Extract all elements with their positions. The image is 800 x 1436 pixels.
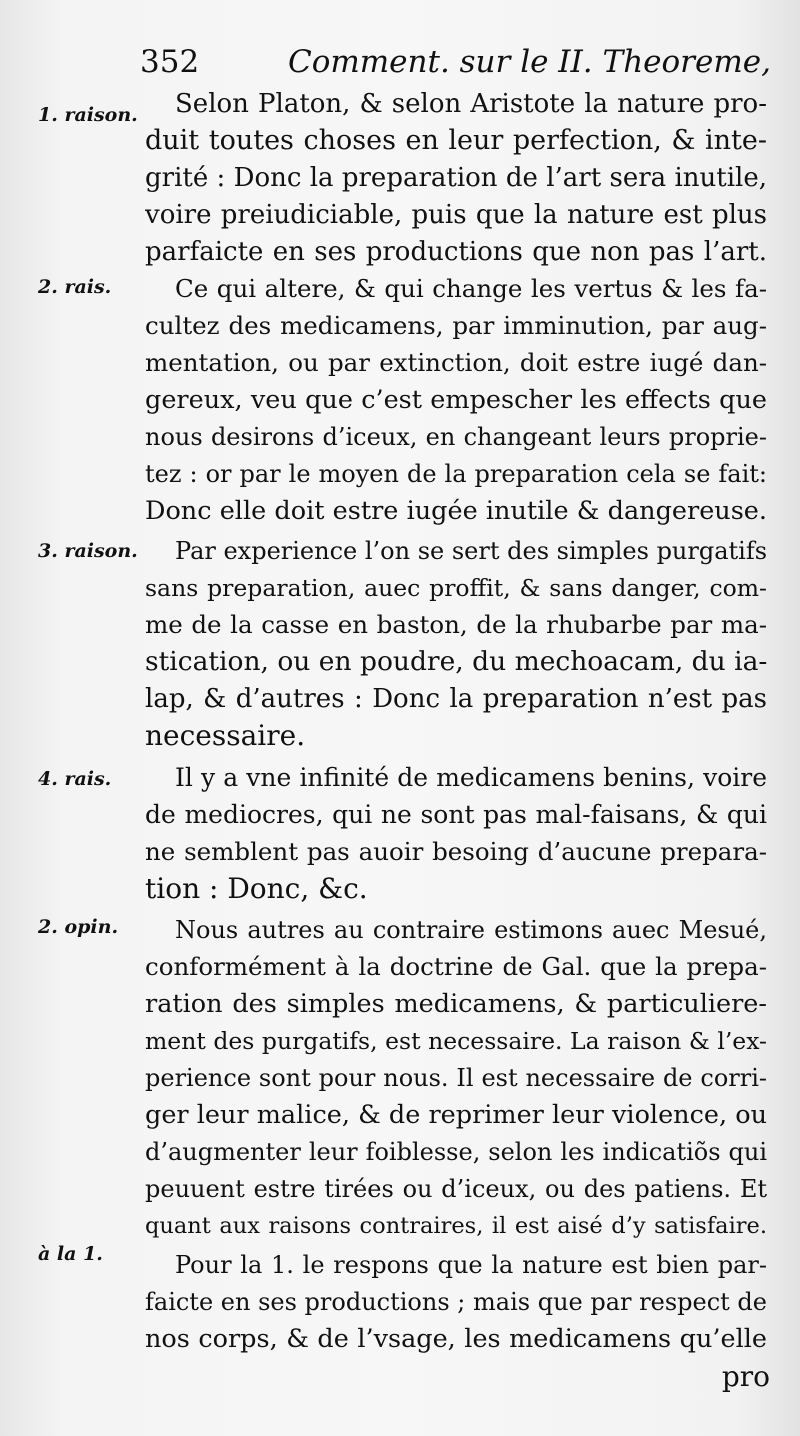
text-line: Nous autres au contraire estimons auec Mesué, — [175, 916, 767, 944]
text-line: ne semblent pas auoir besoing d’aucune prepara- — [145, 837, 767, 866]
text-line: tion : Donc, &c. — [145, 872, 368, 905]
page-number: 352 — [140, 44, 200, 80]
text-line: Selon Platon, & selon Aristote la nature pro- — [175, 89, 767, 119]
text-line: Ce qui altere, & qui change les vertus & les fa- — [175, 274, 767, 303]
text-line: peuuent estre tirées ou d’iceux, ou des patiens. Et — [145, 1175, 767, 1203]
text-line: ger leur malice, & de reprimer leur violence, ou — [145, 1100, 767, 1130]
text-line: lap, & d’autres : Donc la preparation n’est pas — [145, 684, 767, 714]
text-line: ment des purgatifs, est necessaire. La raison & l’ex- — [145, 1027, 767, 1055]
text-line: sans preparation, auec proffit, & sans danger, com- — [145, 574, 767, 602]
text-line: Pour la 1. le respons que la nature est bien par- — [175, 1251, 767, 1279]
text-line: cultez des medicamens, par imminution, par aug- — [145, 311, 767, 340]
text-line: parfaicte en ses productions que non pas l’art. — [145, 237, 767, 267]
text-line: gereux, veu que c’est empescher les effects que — [145, 385, 767, 415]
margin-note: 2. opin. — [38, 916, 119, 938]
text-line: Donc elle doit estre iugée inutile & dangereuse. — [145, 496, 767, 526]
text-line: stication, ou en poudre, du mechoacam, du ia- — [145, 646, 767, 677]
text-line: d’augmenter leur foiblesse, selon les indicatiõs qui — [145, 1138, 767, 1166]
text-line: nos corps, & de l’vsage, les medicamens qu’elle — [145, 1324, 767, 1354]
text-line: voire preiudiciable, puis que la nature est plus — [145, 200, 767, 230]
margin-note: 4. rais. — [38, 768, 112, 790]
text-line: necessaire. — [145, 719, 306, 752]
text-line: Il y a vne infinité de medicamens benins, voire — [175, 763, 767, 792]
margin-note: à la 1. — [38, 1243, 103, 1265]
running-title: Comment. sur le II. Theoreme, — [288, 44, 771, 80]
text-line: mentation, ou par extinction, doit estre iugé dan- — [145, 348, 767, 377]
margin-note: 1. raison. — [38, 104, 138, 126]
text-line: nous desirons d’iceux, en changeant leurs proprie- — [145, 423, 767, 451]
text-line: me de la casse en baston, de la rhubarbe par ma- — [145, 610, 767, 639]
text-line: conformément à la doctrine de Gal. que la prepa- — [145, 952, 767, 981]
text-line: perience sont pour nous. Il est necessaire de corri- — [145, 1064, 767, 1092]
text-line: ration des simples medicamens, & particuliere- — [145, 989, 767, 1019]
text-line: grité : Donc la preparation de l’art sera inutile, — [145, 163, 767, 193]
text-line: quant aux raisons contraires, il est aisé d’y satisfaire. — [145, 1213, 767, 1239]
text-line: de mediocres, qui ne sont pas mal-faisans, & qui — [145, 800, 767, 829]
margin-note: 2. rais. — [38, 276, 112, 298]
text-line: Par experience l’on se sert des simples purgatifs — [175, 537, 767, 565]
text-line: faicte en ses productions ; mais que par respect de — [145, 1288, 767, 1316]
text-line: tez : or par le moyen de la preparation cela se fait: — [145, 460, 767, 488]
catchword: pro — [721, 1360, 770, 1393]
page-header — [140, 44, 780, 92]
text-line: duit toutes choses en leur perfection, & inte- — [145, 125, 767, 156]
margin-note: 3. raison. — [38, 540, 138, 562]
